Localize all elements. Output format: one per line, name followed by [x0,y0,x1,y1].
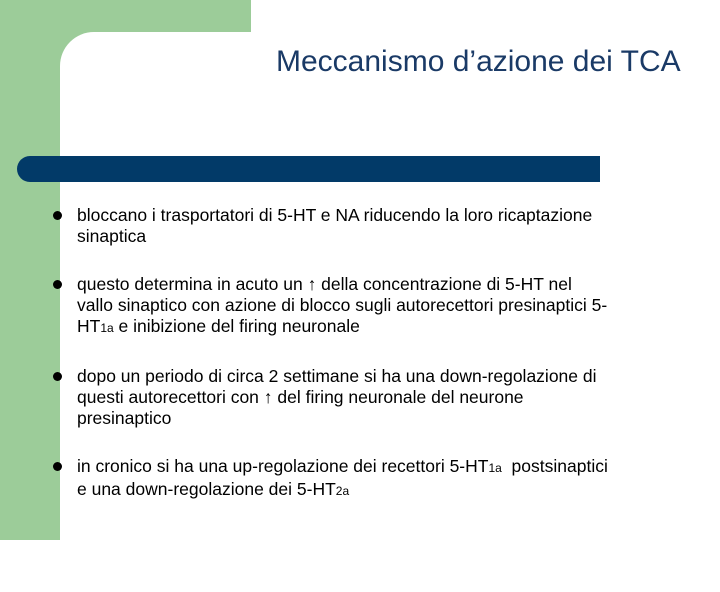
bullet-text: questi autorecettori con ↑ del firing neuronale del neurone [77,387,524,407]
bullet-text: sinaptica [77,226,147,246]
subscript: 1a [488,461,502,475]
bullet-text: dopo un periodo di circa 2 settimane si ha una down-regolazione di [77,366,597,386]
bullet-text: questo determina in acuto un ↑ della concentrazione di 5-HT nel [77,274,572,294]
bullet-item [48,205,698,247]
bullet-dot-icon [53,280,62,289]
title-divider-bar [17,156,600,182]
bullet-dot-icon [53,372,62,381]
slide-title: Meccanismo d’azione dei TCA [276,45,681,78]
bullet-dot-icon [53,462,62,471]
subscript: 2a [335,484,350,498]
bullet-text: e inibizione del firing neuronale [113,316,360,336]
bullet-text: HT [77,316,101,336]
bullet-list [48,205,698,502]
bullet-text: presinaptico [77,408,172,428]
bullet-item [48,274,698,339]
bullet-text: vallo sinaptico con azione di blocco sugli autorecettori presinaptici 5- [77,295,608,315]
bullet-dot-icon [53,211,62,220]
bullet-text: postsinaptici [501,456,608,476]
bullet-text: bloccano i trasportatori di 5-HT e NA riducendo la loro ricaptazione [77,205,593,225]
subscript: 1a [100,321,114,335]
bullet-item [48,366,698,429]
bullet-text: e una down-regolazione dei 5-HT [77,479,336,499]
bullet-text: in cronico si ha una up-regolazione dei recettori 5-HT [77,456,489,476]
bullet-item [48,456,698,502]
